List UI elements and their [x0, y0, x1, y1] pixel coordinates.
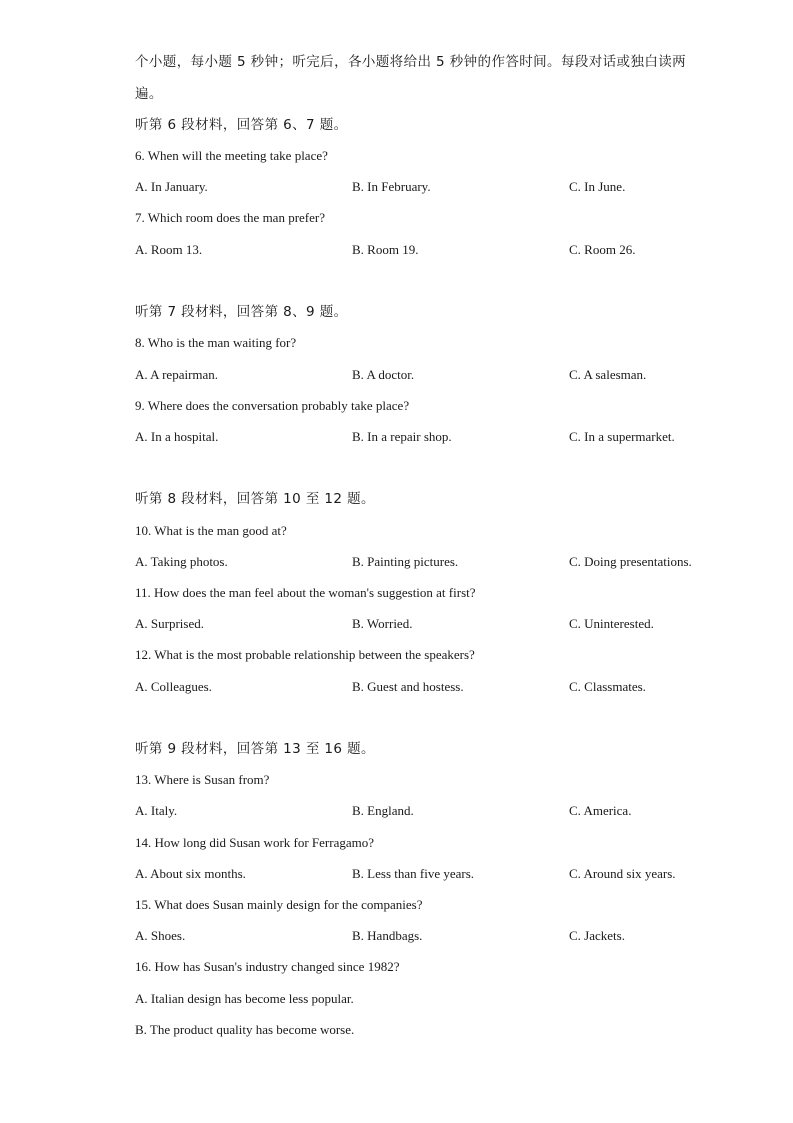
option-a: A. About six months. [135, 866, 246, 881]
option-c: C. A salesman. [569, 367, 647, 382]
option-b: B. In February. [352, 179, 431, 194]
question-text: 9. Where does the conversation probably take place? [135, 398, 410, 413]
option-c: C. In a supermarket. [569, 429, 675, 444]
question-text: 7. Which room does the man prefer? [135, 210, 325, 225]
section-heading: 听第 8 段材料，回答第 10 至 12 题。 [135, 491, 375, 507]
question-text: 10. What is the man good at? [135, 523, 287, 538]
intro-line-2: 遍。 [135, 86, 163, 102]
question-text: 16. How has Susan's industry changed since 1982? [135, 959, 400, 974]
option-a: A. Surprised. [135, 616, 204, 631]
option-c: C. Classmates. [569, 679, 646, 694]
option-b: B. The product quality has become worse. [135, 1022, 355, 1037]
option-a: A. Colleagues. [135, 679, 212, 694]
option-a: A. A repairman. [135, 367, 219, 382]
question-text: 15. What does Susan mainly design for the companies? [135, 897, 423, 912]
option-c: C. Doing presentations. [569, 554, 692, 569]
question-text: 14. How long did Susan work for Ferragamo? [135, 835, 375, 850]
option-b: B. Worried. [352, 616, 413, 631]
question-text: 8. Who is the man waiting for? [135, 335, 297, 350]
section-heading: 听第 7 段材料，回答第 8、9 题。 [135, 304, 348, 320]
option-b: B. A doctor. [352, 367, 415, 382]
option-a: A. Taking photos. [135, 554, 228, 569]
option-c: C. In June. [569, 179, 626, 194]
option-b: B. Painting pictures. [352, 554, 459, 569]
option-b: B. Handbags. [352, 928, 423, 943]
option-c: C. Uninterested. [569, 616, 654, 631]
option-b: B. Room 19. [352, 242, 419, 257]
option-a: A. Italy. [135, 803, 178, 818]
option-a: A. Room 13. [135, 242, 203, 257]
section-heading: 听第 6 段材料，回答第 6、7 题。 [135, 117, 348, 133]
option-a: A. In January. [135, 179, 208, 194]
question-text: 6. When will the meeting take place? [135, 148, 328, 163]
option-c: C. Around six years. [569, 866, 676, 881]
option-b: B. Guest and hostess. [352, 679, 464, 694]
option-a: A. Italian design has become less popular. [135, 991, 354, 1006]
question-text: 11. How does the man feel about the woman's suggestion at first? [135, 585, 476, 600]
section-heading: 听第 9 段材料，回答第 13 至 16 题。 [135, 741, 375, 757]
question-text: 13. Where is Susan from? [135, 772, 270, 787]
intro-line-1: 个小题，每小题 5 秒钟；听完后，各小题将给出 5 秒钟的作答时间。每段对话或独白读两 [135, 54, 687, 70]
option-c: C. America. [569, 803, 632, 818]
option-a: A. Shoes. [135, 928, 186, 943]
option-c: C. Room 26. [569, 242, 636, 257]
option-b: B. Less than five years. [352, 866, 475, 881]
option-b: B. England. [352, 803, 414, 818]
option-b: B. In a repair shop. [352, 429, 452, 444]
question-text: 12. What is the most probable relationship between the speakers? [135, 647, 475, 662]
option-c: C. Jackets. [569, 928, 625, 943]
option-a: A. In a hospital. [135, 429, 219, 444]
